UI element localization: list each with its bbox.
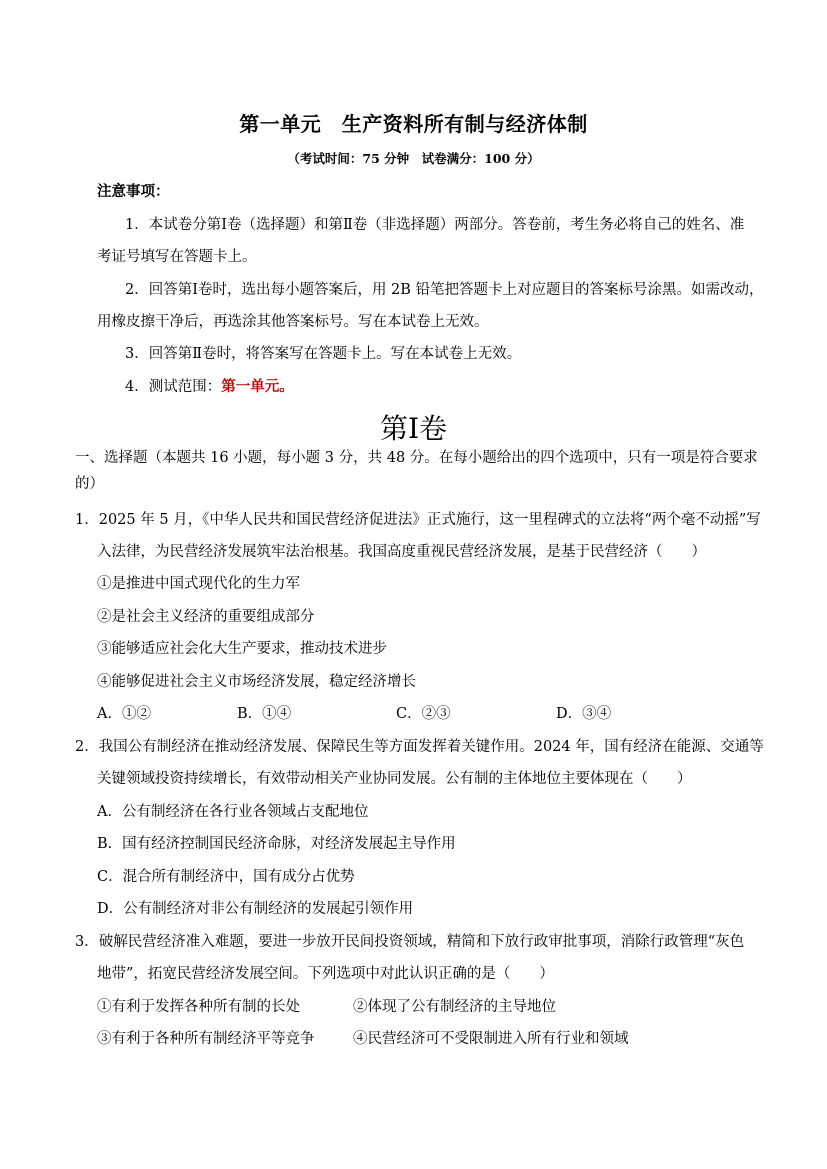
q2-stem-line-1: 2．我国公有制经济在推动经济发展、保障民生等方面发挥着关键作用。2024 年，国有经济在能源、交通等 [75, 739, 764, 755]
page-title: 第一单元 生产资料所有制与经济体制 [239, 112, 588, 136]
q1-option-a: A．①② [97, 706, 151, 722]
q2-stem-line-2: 关键领域投资持续增长，有效带动相关产业协同发展。公有制的主体地位主要体现在（ ） [97, 771, 692, 787]
test-scope: 第一单元 [221, 378, 280, 395]
note-2-line-1: 2．回答第Ⅰ卷时，选出每小题答案后，用 2B 铅笔把答题卡上对应题目的答案标号涂黑。如需改动， [125, 282, 764, 298]
q3-statement-4: ④民营经济可不受限制进入所有行业和领域 [353, 1031, 629, 1047]
q3-stem-line-1: 3．破解民营经济准入难题，要进一步放开民间投资领域，精简和下放行政审批事项，消除行政管理“灰色 [75, 934, 745, 950]
section-heading-line-2: 的） [75, 476, 104, 492]
section-heading-line-1: 一、选择题（本题共 16 小题，每小题 3 分，共 48 分。在每小题给出的四个选项中，只有一项是符合要求 [75, 450, 758, 466]
exam-time-info: （考试时间：75 分钟 试卷满分：100 分） [287, 151, 540, 166]
q3-stem-line-2: 地带”，拓宽民营经济发展空间。下列选项中对此认识正确的是（ ） [97, 966, 554, 982]
q1-statement-2: ②是社会主义经济的重要组成部分 [97, 609, 315, 625]
q1-stem-line-2: 入法律，为民营经济发展筑牢法治根基。我国高度重视民营经济发展，是基于民营经济（ ） [97, 544, 706, 560]
note-2-line-2: 用橡皮擦干净后，再选涂其他答案标号。写在本试卷上无效。 [97, 314, 489, 330]
note-3: 3．回答第Ⅱ卷时，将答案写在答题卡上。写在本试卷上无效。 [125, 346, 522, 362]
q1-statement-4: ④能够促进社会主义市场经济发展，稳定经济增长 [97, 674, 416, 690]
q1-option-c: C．②③ [396, 706, 451, 722]
q2-option-d: D．公有制经济对非公有制经济的发展起引领作用 [97, 901, 414, 917]
note-1-line-2: 考证号填写在答题卡上。 [97, 249, 257, 265]
q2-option-c: C．混合所有制经济中，国有成分占优势 [97, 869, 355, 885]
q2-option-a: A．公有制经济在各行业各领域占支配地位 [97, 804, 369, 820]
q1-stem-line-1: 1．2025 年 5 月，《中华人民共和国民营经济促进法》正式施行，这一里程碑式的立法将“两个毫不动摇”写 [75, 512, 761, 528]
note-4-prefix: 4．测试范围： [125, 379, 222, 395]
q3-statement-3: ③有利于各种所有制经济平等竞争 [97, 1031, 315, 1047]
section-title-juan-1: 第I卷 [379, 412, 448, 445]
note-1-line-1: 1．本试卷分第Ⅰ卷（选择题）和第Ⅱ卷（非选择题）两部分。答卷前，考生务必将自己的姓名、准 [125, 217, 745, 233]
q2-option-b: B．国有经济控制国民经济命脉，对经济发展起主导作用 [97, 836, 456, 852]
q3-statement-1: ①有利于发挥各种所有制的长处 [97, 999, 300, 1015]
note-4-suffix: 。 [279, 378, 294, 395]
q1-option-d: D．③④ [556, 706, 612, 722]
q1-option-b: B．①④ [237, 706, 292, 722]
q3-statement-2: ②体现了公有制经济的主导地位 [353, 999, 556, 1015]
q1-statement-3: ③能够适应社会化大生产要求，推动技术进步 [97, 641, 387, 657]
notes-heading: 注意事项： [97, 183, 170, 200]
note-4 [125, 377, 294, 397]
q1-statement-1: ①是推进中国式现代化的生力军 [97, 576, 300, 592]
